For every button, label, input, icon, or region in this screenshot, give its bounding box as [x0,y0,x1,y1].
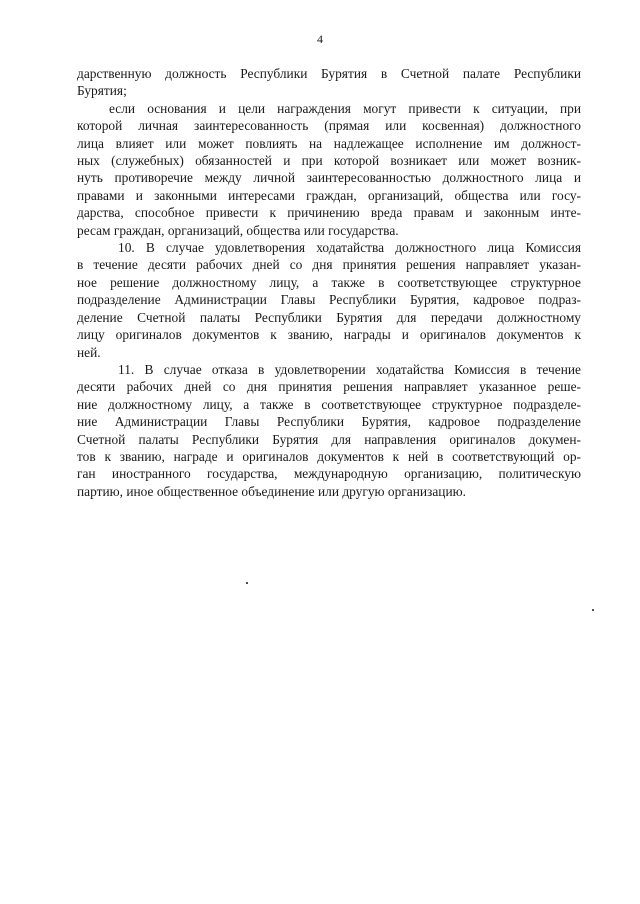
text-line: которой личная заинтересованность (прямая или косвенная) должностного [77,118,581,134]
text-line: нуть противоречие между личной заинтересованностью должностного лица и [77,170,581,186]
scan-speck [246,582,248,584]
text-line: лицу оригиналов документов к званию, награды и оригиналов документов к [77,327,581,343]
text-line: деление Счетной палаты Республики Бурятия для передачи должностному [77,309,581,325]
text-line: ресам граждан, организаций, общества или государства. [77,222,399,238]
text-line: 10. В случае удовлетворения ходатайства должностного лица Комиссия [118,240,581,256]
page-number: 4 [317,32,323,46]
text-line: если основания и цели награждения могут привести к ситуации, при [109,100,581,116]
text-line: 11. В случае отказа в удовлетворении ходатайства Комиссия в течение [118,361,581,377]
text-line: подразделение Администрации Главы Республики Бурятия, кадровое подраз- [77,292,581,308]
text-line: тов к званию, награде и оригиналов документов к ней в соответствующий ор- [77,448,581,464]
text-line: ние Администрации Главы Республики Бурятия, кадровое подразделение [77,414,581,430]
scan-speck [592,609,594,611]
text-line: Счетной палаты Республики Бурятия для направления оригиналов докумен- [77,431,581,447]
text-line: ных (служебных) обязанностей и при которой возникает или может возник- [77,153,581,169]
paragraph-conflict-of-interest [77,100,581,239]
text-line: ган иностранного государства, международную организацию, политическую [77,466,581,482]
text-line: дарства, способное привести к причинению вреда правам и законным инте- [77,205,581,221]
text-line: ней. [77,344,101,360]
text-line: партию, иное общественное объединение или другую организацию. [77,483,466,499]
text-line: ное решение должностному лицу, а также в соответствующее структурное [77,274,581,290]
text-line: в течение десяти рабочих дней со дня принятия решения направляет указан- [77,257,581,273]
paragraph-item-10 [77,239,581,361]
document-body [77,65,581,500]
text-line: лица влияет или может повлиять на надлежащее исполнение им должност- [77,135,581,151]
paragraph-item-11 [77,361,581,500]
text-line: Бурятия; [77,83,127,99]
text-line: дарственную должность Республики Бурятия в Счетной палате Республики [77,66,581,81]
paragraph-continuation [77,65,581,100]
text-line: десяти рабочих дней со дня принятия решения направляет указанное реше- [77,379,581,395]
text-line: ние должностному лицу, а также в соответствующее структурное подразделе- [77,396,581,412]
text-line: правами и законными интересами граждан, организаций, общества или госу- [77,187,581,203]
